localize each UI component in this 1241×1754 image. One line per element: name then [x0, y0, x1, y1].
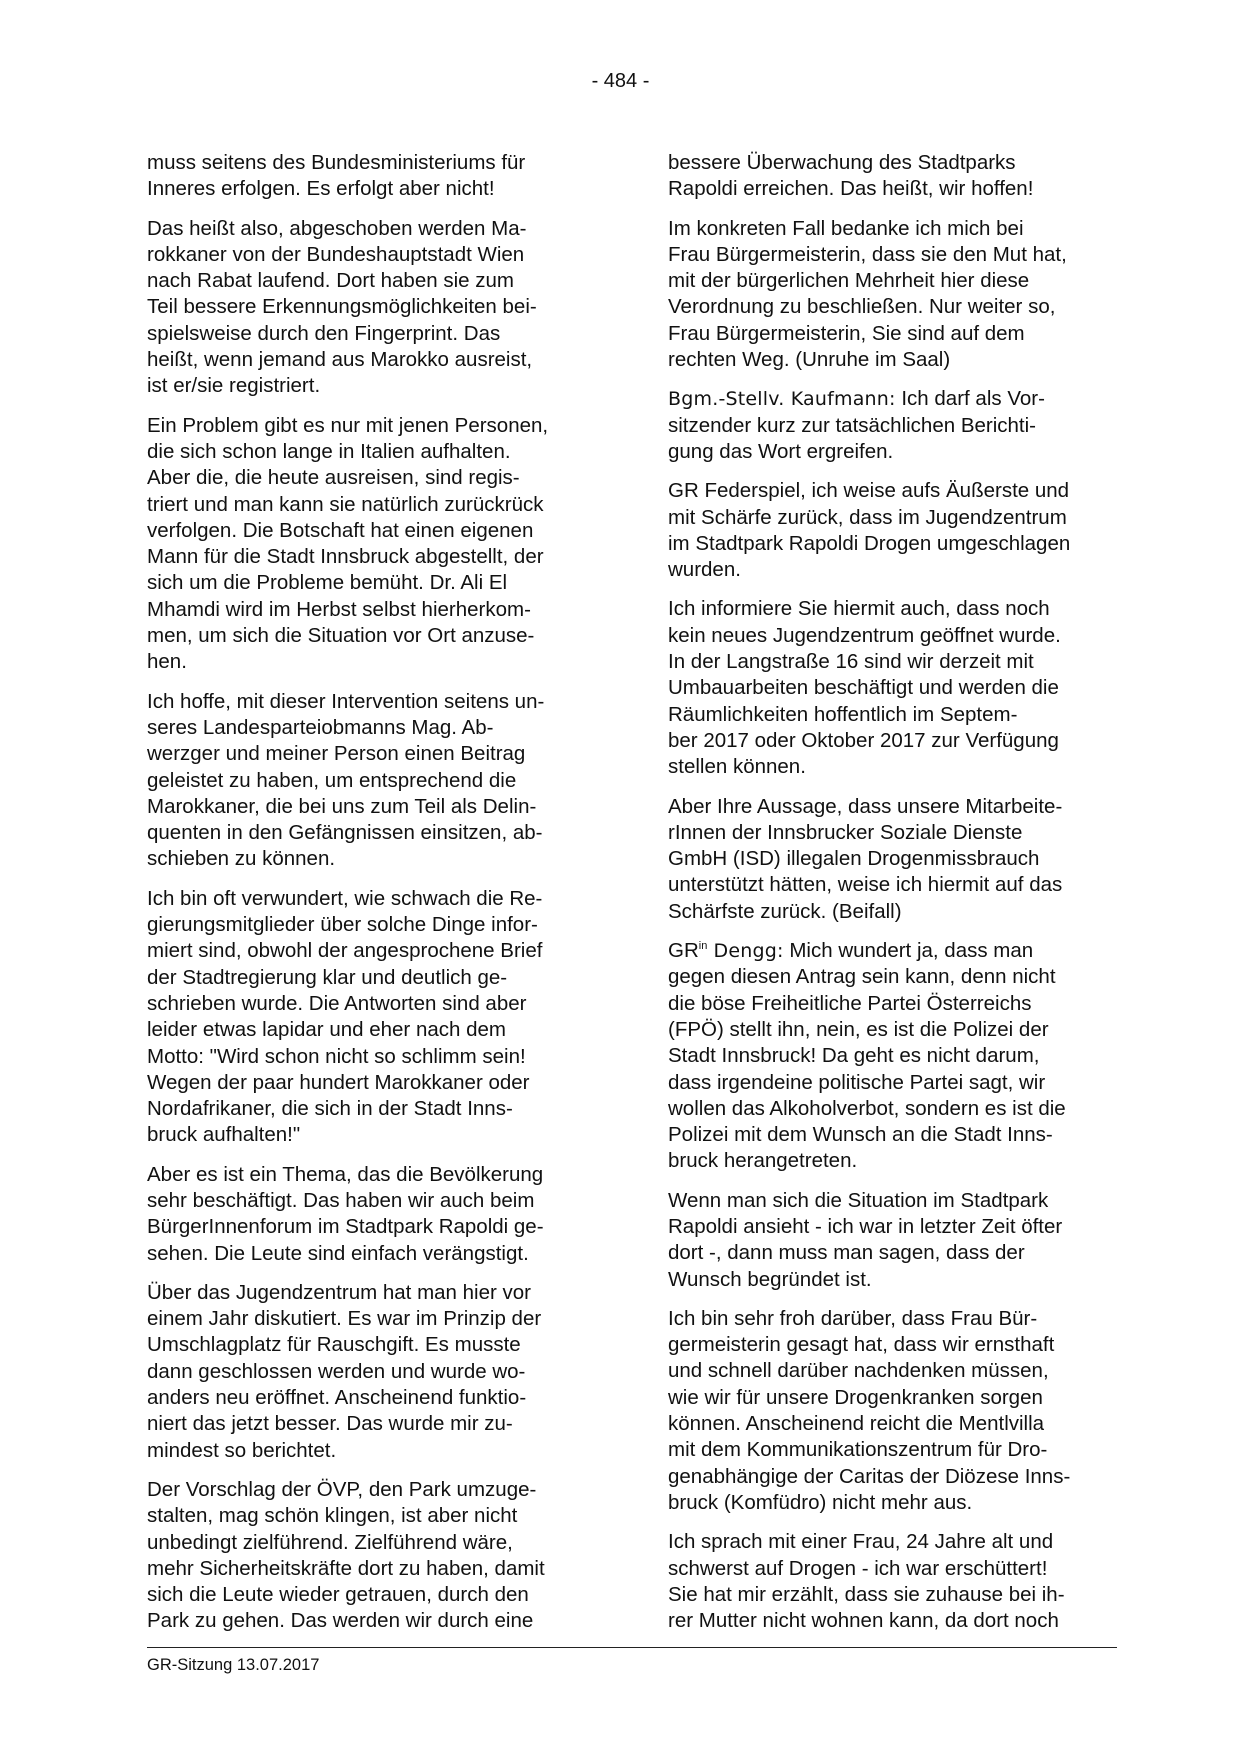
- paragraph: Wenn man sich die Situation im Stadtpark Rapoldi ansieht - ich war in letzter Zeit öfter dort -, dann muss man sagen, dass der Wunsch begründet ist.: [668, 1188, 1063, 1291]
- speaker-superscript: in: [698, 940, 708, 953]
- right-column: [668, 150, 1108, 1647]
- page-number: - 484 -: [591, 70, 650, 92]
- speech-text: Ich darf als Vor- sitzender kurz zur tatsächlichen Berichti- gung das Wort ergreifen.: [668, 387, 1045, 463]
- paragraph: bessere Überwachung des Stadtparks Rapoldi erreichen. Das heißt, wir hoffen!: [668, 151, 1034, 201]
- paragraph: Das heißt also, abgeschoben werden Ma- rokkaner von der Bundeshauptstadt Wien nach Rabat laufend. Dort haben sie zum Teil bessere Erkennungsmöglichkeiten bei- spielsweise durch den Fingerprint. Das heißt, wenn jemand aus Marokko ausreist, ist er/sie registriert.: [147, 216, 537, 398]
- paragraph: Über das Jugendzentrum hat man hier vor einem Jahr diskutiert. Es war im Prinzip der Umschlagplatz für Rauschgift. Es musste dann geschlossen werden und wurde wo- anders neu eröffnet. Anscheinend funktio- niert das jetzt besser. Das wurde mir zu- mindest so berichtet.: [147, 1280, 542, 1462]
- paragraph: GR Federspiel, ich weise aufs Äußerste und mit Schärfe zurück, dass im Jugendzentrum im Stadtpark Rapoldi Drogen umgeschlagen wurden.: [668, 479, 1071, 582]
- speech-text: Mich wundert ja, dass man gegen diesen Antrag sein kann, denn nicht die böse Freiheitliche Partei Österreichs (FPÖ) stellt ihn, nein, es ist die Polizei der Stadt Innsbruck! Da geht es nicht darum, dass irgendeine politische Partei sagt, wir wollen das Alkoholverbot, sondern es ist die Polizei mit dem Wunsch an die Stadt Inns- bruck herangetreten.: [668, 939, 1066, 1173]
- paragraph: muss seitens des Bundesministeriums für Inneres erfolgen. Es erfolgt aber nicht!: [147, 151, 526, 201]
- paragraph: Ich bin sehr froh darüber, dass Frau Bür- germeisterin gesagt hat, dass wir ernsthaft und schnell darüber nachdenken müssen, wie wir für unsere Drogenkranken sorgen können. Anscheinend reicht die Mentlvilla mit dem Kommunikationszentrum für Dro- genabhängige der Caritas der Diözese Inns- bruck (Komfüdro) nicht mehr aus.: [668, 1306, 1071, 1514]
- speaker-name: Dengg:: [707, 940, 784, 963]
- paragraph: Ich sprach mit einer Frau, 24 Jahre alt und schwerst auf Drogen - ich war erschüttert! Sie hat mir erzählt, dass sie zuhause bei ih- rer Mutter nicht wohnen kann, da dort noch: [668, 1530, 1065, 1633]
- footer-text: GR-Sitzung 13.07.2017: [147, 1656, 320, 1674]
- paragraph: Der Vorschlag der ÖVP, den Park umzuge- stalten, mag schön klingen, ist aber nicht unbedingt zielführend. Zielführend wäre, mehr Sicherheitskräfte dort zu haben, damit sich die Leute wieder getrauen, durch den Park zu gehen. Das werden wir durch eine: [147, 1477, 545, 1633]
- paragraph: Aber Ihre Aussage, dass unsere Mitarbeite- rInnen der Innsbrucker Soziale Dienste GmbH (ISD) illegalen Drogenmissbrauch unterstützt hätten, weise ich hiermit auf das Schärfste zurück. (Beifall): [668, 794, 1063, 923]
- speaker-prefix: GR: [668, 939, 699, 963]
- paragraph: Ich bin oft verwundert, wie schwach die Re- gierungsmitglieder über solche Dinge infor- miert sind, obwohl der angesprochene Brief der Stadtregierung klar und deutlich ge- schrieben wurde. Die Antworten sind aber leider etwas lapidar und eher nach dem Motto: "Wird schon nicht so schlimm sein! Wegen der paar hundert Marokkaner oder Nordafrikaner, die sich in der Stadt Inns- bruck aufhalten!": [147, 886, 543, 1147]
- speaker-name: Bgm.-Stellv. Kaufmann:: [668, 388, 896, 411]
- paragraph: Aber es ist ein Thema, das die Bevölkerung sehr beschäftigt. Das haben wir auch beim BürgerInnenforum im Stadtpark Rapoldi ge- sehen. Die Leute sind einfach verängstigt.: [147, 1162, 544, 1265]
- paragraph: Ich hoffe, mit dieser Intervention seitens un- seres Landesparteiobmanns Mag. Ab- werzger und meiner Person einen Beitrag geleistet zu haben, um entsprechend die Marokkaner, die bei uns zum Teil als Delin- quenten in den Gefängnissen einsitzen, ab- schieben zu können.: [147, 689, 545, 871]
- speaker-paragraph: [668, 938, 1108, 1175]
- paragraph: Im konkreten Fall bedanke ich mich bei Frau Bürgermeisterin, dass sie den Mut hat, mit der bürgerlichen Mehrheit hier diese Verordnung zu beschließen. Nur weiter so, Frau Bürgermeisterin, Sie sind auf dem rechten Weg. (Unruhe im Saal): [668, 216, 1067, 372]
- left-column: [147, 150, 587, 1648]
- paragraph: Ein Problem gibt es nur mit jenen Personen, die sich schon lange in Italien aufhalten. Aber die, die heute ausreisen, sind regis- triert und man kann sie natürlich zurückrück verfolgen. Die Botschaft hat einen eigenen Mann für die Stadt Innsbruck abgestellt, der sich um die Probleme bemüht. Dr. Ali El Mhamdi wird im Herbst selbst hierherkom- men, um sich die Situation vor Ort anzuse- hen.: [147, 413, 549, 674]
- paragraph: Ich informiere Sie hiermit auch, dass noch kein neues Jugendzentrum geöffnet wurde. In der Langstraße 16 sind wir derzeit mit Umbauarbeiten beschäftigt und werden die Räumlichkeiten hoffentlich im Septem- ber 2017 oder Oktober 2017 zur Verfügung stellen können.: [668, 597, 1061, 779]
- footer-divider: [147, 1647, 1117, 1648]
- speaker-paragraph: [668, 386, 1108, 465]
